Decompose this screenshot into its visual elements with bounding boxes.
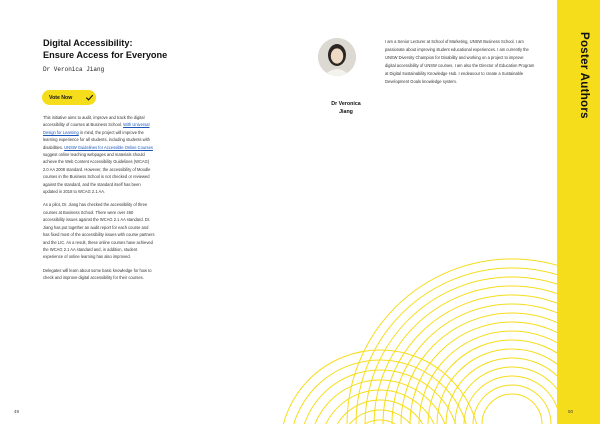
poster-title [43, 38, 183, 61]
p1-text-a: This initiative aims to audit, improve and track the digital accessibility of courses at Business School. [43, 115, 145, 128]
title-line-2: Ensure Access for Everyone [43, 49, 168, 60]
author-name-line-2: Jiang [339, 109, 353, 115]
udl-link[interactable]: With Universal Design for Learning [43, 122, 150, 135]
title-line-1: Digital Accessibility: [43, 38, 133, 48]
p1-text-b: in mind, the project will improve the learning experience for all students, including students with disabilities. [43, 129, 150, 150]
paragraph-3: Delegates will learn about some basic knowledge for how to check and improve digital accessibility for their courses. [43, 267, 152, 281]
poster-description [43, 114, 155, 288]
sidebar-title: Poster Authors [578, 32, 590, 119]
author-name-line-1: Dr Veronica [331, 101, 361, 107]
author-name [318, 100, 374, 116]
unsw-guidelines-link[interactable]: UNSW Guidelines for Accessible Online Courses [64, 144, 153, 150]
vote-now-label: Vote Now [49, 94, 73, 101]
poster-author: Dr Veronica Jiang [43, 66, 105, 73]
check-icon [83, 91, 96, 104]
page-number-left: 49 [14, 409, 20, 414]
paragraph-2: As a pilot, Dr. Jiang has checked the accessibility of three courses at Business School. There were over 460 accessibility issues against the WCAG 2.1 AA standard. Dr. Jiang has put together an audit report for each course and has fixed most of the accessibility issues with course partners and the LIC. As a result, these online courses have achieved the WCAG 2.1 AA standard and, in addition, student experience of online learning has also improved. [43, 202, 155, 260]
vote-now-button[interactable] [42, 90, 96, 105]
page-number-right: 50 [568, 409, 574, 414]
p1-text-c: suggest online teaching webpages and materials should achieve the Web Content Accessibility Guidelines (WCAG) 2.0 AA 2008 standard. However, the accessibility of Moodle courses in the Business School is not checked or reviewed against the standard, and the standard itself has been updated in 2018 to WCAG 2.1 AA. [43, 152, 151, 195]
author-photo [318, 38, 356, 76]
paragraph-1 [43, 114, 155, 195]
author-bio: I am a Senior Lecturer at School of Marketing, UNSW Business School. I am passionate about improving student educational experiences. I am currently the UNSW Diversity Champion for Disability and working on a project to improve digital accessibility of UNSW courses. I am also the Director of Education Program at Digital Sustainability Knowledge Hub. I endeavour to create a Sustainable Development Goals knowledge system. [385, 39, 535, 84]
